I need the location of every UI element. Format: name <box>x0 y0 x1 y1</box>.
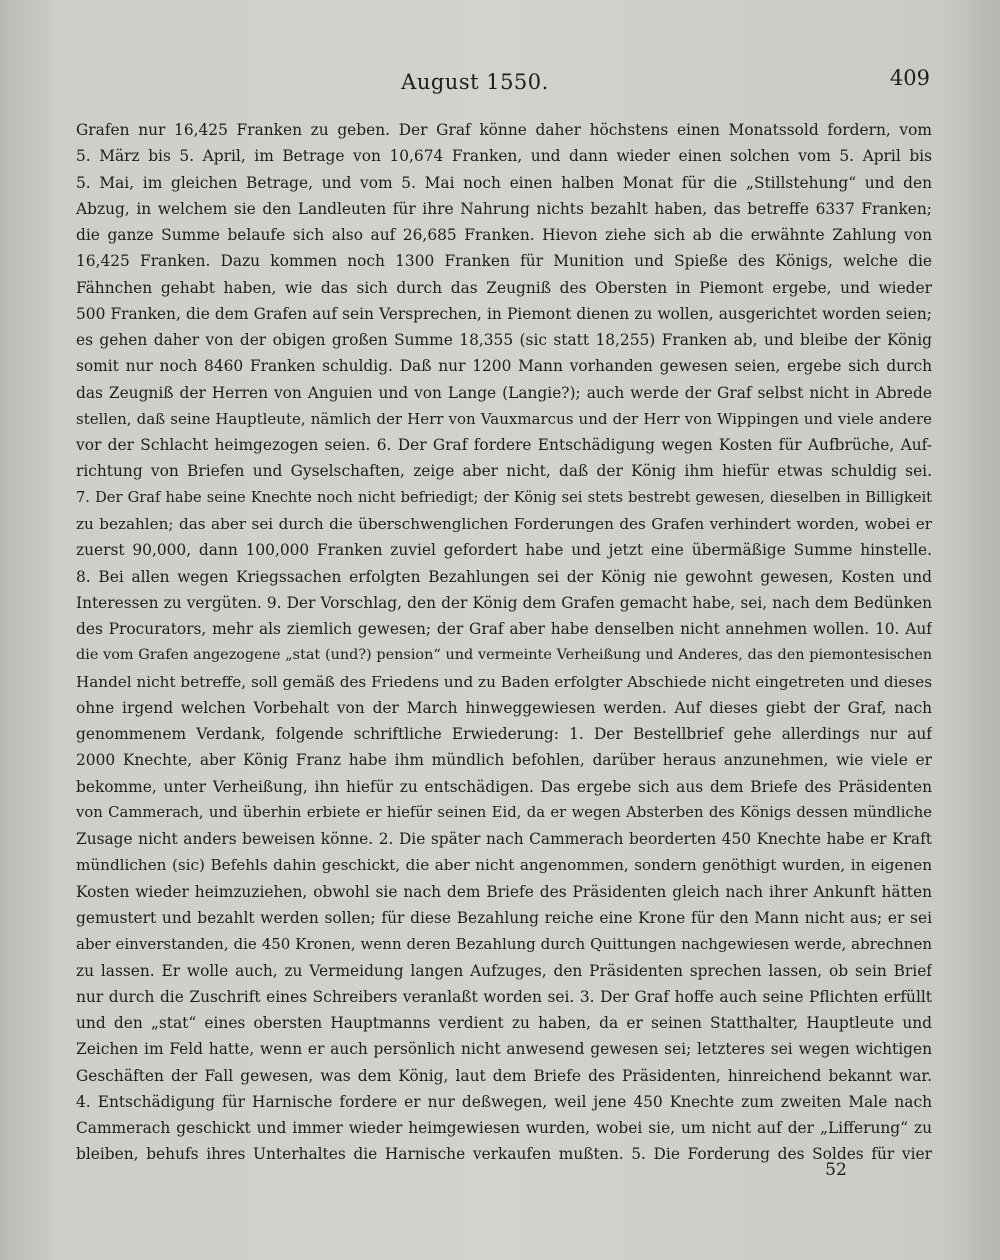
text-line: Zeichen im Feld hatte, wenn er auch persönlich nicht anwesend gewesen sei; letzteres sei wegen wichtigen <box>76 1040 932 1059</box>
text-line: das Zeugniß der Herren von Anguien und von Lange (Langie?); auch werde der Graf selbst nicht in Abrede <box>76 383 932 402</box>
text-line: bekomme, unter Verheißung, ihn hiefür zu entschädigen. Das ergebe sich aus dem Briefe des Präsidenten <box>76 777 932 796</box>
text-line: Interessen zu vergüten. 9. Der Vorschlag, den der König dem Grafen gemacht habe, sei, nach dem Bedünken <box>76 593 932 612</box>
printer-signature-mark: 52 <box>825 1160 847 1180</box>
text-line: somit nur noch 8460 Franken schuldig. Daß nur 1200 Mann vorhanden gewesen seien, ergebe sich durch <box>76 357 932 376</box>
text-line: bleiben, behufs ihres Unterhaltes die Harnische verkaufen mußten. 5. Die Forderung des Soldes für vier <box>76 1145 932 1164</box>
text-line: Handel nicht betreffe, soll gemäß des Friedens und zu Baden erfolgter Abschiede nicht eingetreten und dieses <box>76 672 932 691</box>
text-line: Grafen nur 16,425 Franken zu geben. Der Graf könne daher höchstens einen Monatssold fordern, vom <box>76 121 932 139</box>
text-line: mündlichen (sic) Befehls dahin geschickt, die aber nicht angenommen, sondern genöthigt wurden, in eigenen <box>76 856 932 875</box>
text-line: ohne irgend welchen Vorbehalt von der March hinweggewiesen werden. Auf dieses giebt der Graf, nach <box>76 698 932 717</box>
text-line: Cammerach geschickt und immer wieder heimgewiesen wurden, wobei sie, um nicht auf der „Lifferung“ zu <box>76 1119 932 1138</box>
text-line: stellen, daß seine Hauptleute, nämlich der Herr von Vauxmarcus und der Herr von Wippingen und viele andere <box>76 409 932 428</box>
text-line: und den „stat“ eines obersten Hauptmanns verdient zu haben, da er seinen Statthalter, Hauptleute und <box>76 1014 932 1033</box>
text-line: 7. Der Graf habe seine Knechte noch nicht befriedigt; der König sei stets bestrebt gewesen, dieselben in Billigkeit <box>76 488 932 506</box>
text-line: zu lassen. Er wolle auch, zu Vermeidung langen Aufzuges, den Präsidenten sprechen lassen, ob sein Brief <box>76 961 932 980</box>
page-number: 409 <box>889 66 930 90</box>
text-line: des Procurators, mehr als ziemlich gewesen; der Graf aber habe denselben nicht annehmen wollen. 10. Auf <box>76 620 932 639</box>
body-text <box>76 117 932 1168</box>
text-line: genommenem Verdank, folgende schriftliche Erwiederung: 1. Der Bestellbrief gehe allerdings nur auf <box>76 725 932 744</box>
text-line: vor der Schlacht heimgezogen seien. 6. Der Graf fordere Entschädigung wegen Kosten für Aufbrüche, Auf- <box>76 436 932 455</box>
text-line: 5. Mai, im gleichen Betrage, und vom 5. Mai noch einen halben Monat für die „Stillstehung“ und den <box>76 173 932 192</box>
running-header-title: August 1550. <box>401 70 549 94</box>
text-line: 500 Franken, die dem Grafen auf sein Versprechen, in Piemont dienen zu wollen, ausgerichtet worden seien; <box>76 304 932 323</box>
text-line: gemustert und bezahlt werden sollen; für diese Bezahlung reiche eine Krone für den Mann nicht aus; er sei <box>76 908 932 927</box>
text-line: es gehen daher von der obigen großen Summe 18,355 (sic statt 18,255) Franken ab, und bleibe der König <box>76 331 932 350</box>
text-line: Fähnchen gehabt haben, wie das sich durch das Zeugniß des Obersten in Piemont ergebe, und wieder <box>76 278 932 297</box>
text-line: 8. Bei allen wegen Kriegssachen erfolgten Bezahlungen sei der König nie gewohnt gewesen, Kosten und <box>76 567 932 586</box>
text-line: aber einverstanden, die 450 Kronen, wenn deren Bezahlung durch Quittungen nachgewiesen werde, abrechnen <box>76 935 932 954</box>
text-line: 5. März bis 5. April, im Betrage von 10,674 Franken, und dann wieder einen solchen vom 5. April bis <box>76 147 932 166</box>
text-line: richtung von Briefen und Gyselschaften, zeige aber nicht, daß der König ihm hiefür etwas schuldig sei. <box>76 462 932 481</box>
text-line: Zusage nicht anders beweisen könne. 2. Die später nach Cammerach beorderten 450 Knechte habe er Kraft <box>76 830 932 849</box>
text-line: 4. Entschädigung für Harnische fordere er nur deßwegen, weil jene 450 Knechte zum zweiten Male nach <box>76 1092 932 1111</box>
text-line: Kosten wieder heimzuziehen, obwohl sie nach dem Briefe des Präsidenten gleich nach ihrer Ankunft hätten <box>76 882 932 901</box>
text-line: 16,425 Franken. Dazu kommen noch 1300 Franken für Munition und Spieße des Königs, welche die <box>76 252 932 271</box>
text-line: Geschäften der Fall gewesen, was dem König, laut dem Briefe des Präsidenten, hinreichend bekannt war. <box>76 1066 932 1085</box>
text-line: zuerst 90,000, dann 100,000 Franken zuviel gefordert habe und jetzt eine übermäßige Summe hinstelle. <box>76 541 932 560</box>
text-line: von Cammerach, und überhin erbiete er hiefür seinen Eid, da er wegen Absterben des Königs dessen mündliche <box>76 803 932 821</box>
text-line: zu bezahlen; das aber sei durch die überschwenglichen Forderungen des Grafen verhindert worden, wobei er <box>76 514 932 533</box>
text-line: nur durch die Zuschrift eines Schreibers veranlaßt worden sei. 3. Der Graf hoffe auch seine Pflichten erfüllt <box>76 987 932 1006</box>
text-line: die ganze Summe belaufe sich also auf 26,685 Franken. Hievon ziehe sich ab die erwähnte Zahlung von <box>76 226 932 245</box>
text-line: Abzug, in welchem sie den Landleuten für ihre Nahrung nichts bezahlt haben, das betreffe 6337 Franken; <box>76 199 932 218</box>
text-line: 2000 Knechte, aber König Franz habe ihm mündlich befohlen, darüber heraus anzunehmen, wie viele er <box>76 751 932 770</box>
text-line: die vom Grafen angezogene „stat (und?) pension“ und vermeinte Verheißung und Anderes, das den piemontesischen <box>76 647 932 664</box>
